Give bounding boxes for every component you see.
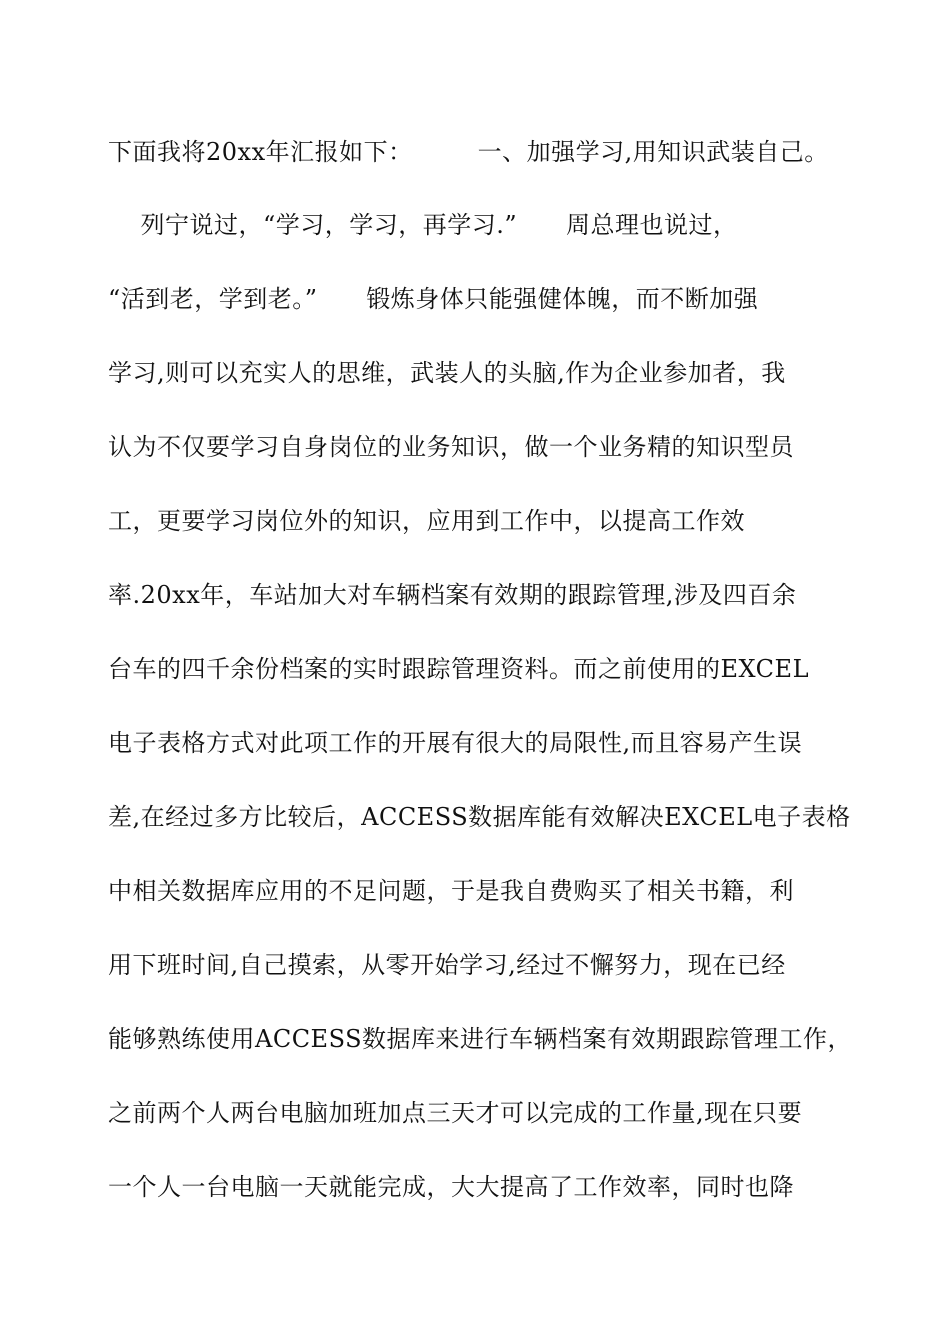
text-line: 差,在经过多方比较后，ACCESS数据库能有效解决EXCEL电子表格 bbox=[108, 803, 851, 831]
text-line: 一个人一台电脑一天就能完成，大大提高了工作效率，同时也降 bbox=[108, 1173, 794, 1201]
text-line: 下面我将20xx年汇报如下： 一、加强学习,用知识武装自己。 bbox=[108, 138, 829, 166]
text-line: 用下班时间,自己摸索，从零开始学习,经过不懈努力，现在已经 bbox=[108, 951, 786, 979]
text-line: 电子表格方式对此项工作的开展有很大的局限性,而且容易产生误 bbox=[108, 729, 803, 757]
text-line: 列宁说过，“学习，学习，再学习.” 周总理也说过， bbox=[108, 211, 738, 239]
text-line: 之前两个人两台电脑加班加点三天才可以完成的工作量,现在只要 bbox=[108, 1099, 803, 1127]
text-line: 台车的四千余份档案的实时跟踪管理资料。而之前使用的EXCEL bbox=[108, 655, 810, 683]
text-line: 学习,则可以充实人的思维，武装人的头脑,作为企业参加者，我 bbox=[108, 359, 786, 387]
text-line: 中相关数据库应用的不足问题，于是我自费购买了相关书籍，利 bbox=[108, 877, 794, 905]
text-line: 工，更要学习岗位外的知识，应用到工作中，以提高工作效 bbox=[108, 507, 745, 535]
text-line: 率.20xx年，车站加大对车辆档案有效期的跟踪管理,涉及四百余 bbox=[108, 581, 797, 609]
text-line: “活到老，学到老。” 锻炼身体只能强健体魄，而不断加强 bbox=[108, 285, 759, 313]
text-line: 认为不仅要学习自身岗位的业务知识，做一个业务精的知识型员 bbox=[108, 433, 794, 461]
text-line: 能够熟练使用ACCESS数据库来进行车辆档案有效期跟踪管理工作， bbox=[108, 1025, 853, 1053]
